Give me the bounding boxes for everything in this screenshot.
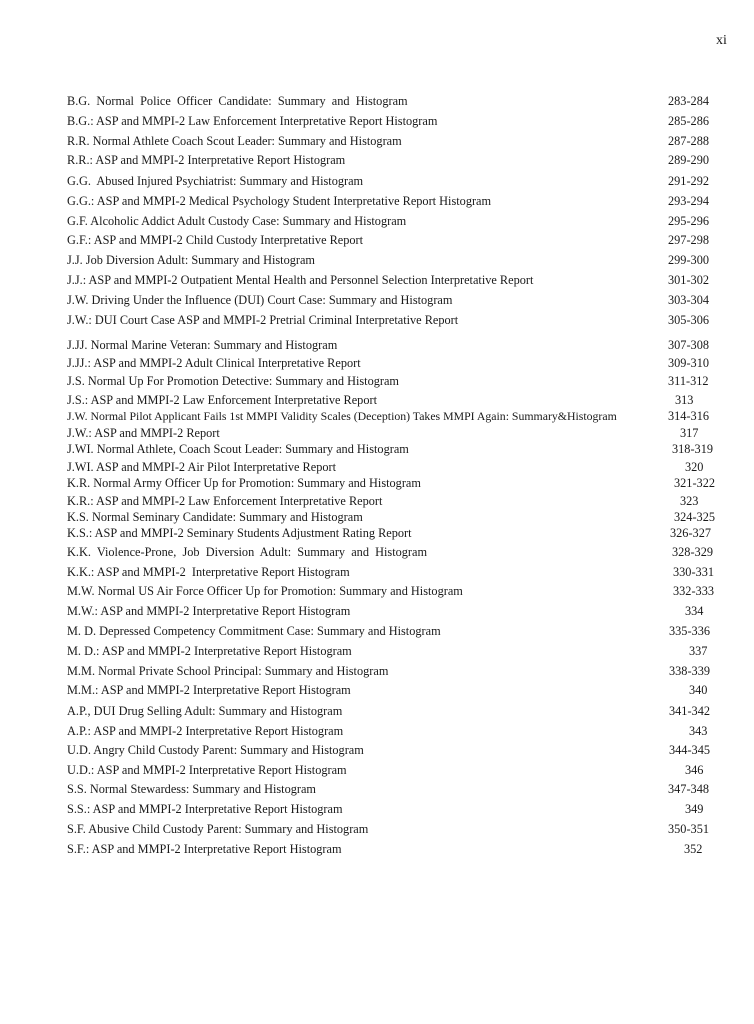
- toc-entry-pages: 347-348: [668, 782, 709, 796]
- toc-entry[interactable]: [0, 271, 754, 289]
- toc-entry-pages: 307-308: [668, 338, 709, 352]
- toc-entry[interactable]: [0, 662, 754, 680]
- toc-entry-pages: 340: [689, 683, 708, 697]
- toc-entry-title: J.WI. Normal Athlete, Coach Scout Leader: Summary and Histogram: [67, 442, 409, 456]
- toc-entry-title: J.W. Driving Under the Influence (DUI) Court Case: Summary and Histogram: [67, 293, 453, 307]
- toc-entry-title: B.G.: ASP and MMPI-2 Law Enforcement Interpretative Report Histogram: [67, 114, 438, 128]
- toc-entry-title: J.S.: ASP and MMPI-2 Law Enforcement Interpretative Report: [67, 393, 377, 407]
- toc-entry-title: R.R.: ASP and MMPI-2 Interpretative Report Histogram: [67, 153, 346, 167]
- toc-entry-pages: 320: [685, 460, 704, 474]
- toc-entry-title: J.J.: ASP and MMPI-2 Outpatient Mental Health and Personnel Selection Interpretative Report: [67, 273, 534, 287]
- toc-entry[interactable]: [0, 172, 754, 190]
- toc-entry-title: B.G. Normal Police Officer Candidate: Summary and Histogram: [67, 94, 408, 108]
- toc-entry-pages: 313: [675, 393, 694, 407]
- toc-entry-title: R.R. Normal Athlete Coach Scout Leader: Summary and Histogram: [67, 134, 402, 148]
- toc-entry-title: J.W. Normal Pilot Applicant Fails 1st MMPI Validity Scales (Deception) Takes MMPI Again: Summary&Histogram: [67, 409, 617, 423]
- toc-entry-title: J.W.: ASP and MMPI-2 Report: [67, 426, 220, 440]
- toc-entry-pages: 330-331: [673, 565, 714, 579]
- toc-entry-title: J.J. Job Diversion Adult: Summary and Histogram: [67, 253, 315, 267]
- toc-entry-pages: 341-342: [669, 704, 710, 718]
- toc-entry-pages: 346: [685, 763, 704, 777]
- toc-entry-title: M.M.: ASP and MMPI-2 Interpretative Report Histogram: [67, 683, 351, 697]
- toc-entry-pages: 285-286: [668, 114, 709, 128]
- toc-entry-pages: 321-322: [674, 476, 715, 490]
- toc-entry-pages: 326-327: [670, 526, 711, 540]
- toc-entry[interactable]: [0, 132, 754, 150]
- toc-entry[interactable]: [0, 407, 754, 425]
- toc-entry[interactable]: [0, 524, 754, 542]
- toc-entry-pages: 343: [689, 724, 708, 738]
- toc-entry[interactable]: [0, 582, 754, 600]
- toc-entry[interactable]: [0, 440, 754, 458]
- toc-entry-pages: 293-294: [668, 194, 709, 208]
- page-number: xi: [716, 33, 727, 48]
- toc-entry-pages: 283-284: [668, 94, 709, 108]
- toc-entry[interactable]: [0, 354, 754, 372]
- toc-entry[interactable]: [0, 192, 754, 210]
- toc-entry-pages: 328-329: [672, 545, 713, 559]
- toc-entry-pages: 309-310: [668, 356, 709, 370]
- toc-entry-title: J.S. Normal Up For Promotion Detective: Summary and Histogram: [67, 374, 399, 388]
- toc-entry-pages: 352: [684, 842, 703, 856]
- toc-entry-title: M.W. Normal US Air Force Officer Up for Promotion: Summary and Histogram: [67, 584, 463, 598]
- toc-entry-title: S.S.: ASP and MMPI-2 Interpretative Report Histogram: [67, 802, 343, 816]
- toc-entry-title: K.R. Normal Army Officer Up for Promotion: Summary and Histogram: [67, 476, 421, 490]
- toc-entry[interactable]: [0, 291, 754, 309]
- toc-entry[interactable]: [0, 702, 754, 720]
- toc-entry-pages: 303-304: [668, 293, 709, 307]
- toc-entry[interactable]: [0, 681, 754, 699]
- toc-entry-pages: 287-288: [668, 134, 709, 148]
- toc-entry-pages: 349: [685, 802, 704, 816]
- toc-entry-title: U.D. Angry Child Custody Parent: Summary and Histogram: [67, 743, 364, 757]
- toc-entry-title: S.F. Abusive Child Custody Parent: Summary and Histogram: [67, 822, 369, 836]
- toc-entry-pages: 297-298: [668, 233, 709, 247]
- toc-entry[interactable]: [0, 622, 754, 640]
- toc-entry[interactable]: [0, 112, 754, 130]
- toc-entry-title: K.R.: ASP and MMPI-2 Law Enforcement Interpretative Report: [67, 494, 383, 508]
- toc-entry-pages: 338-339: [669, 664, 710, 678]
- toc-entry[interactable]: [0, 372, 754, 390]
- toc-entry-title: J.W.: DUI Court Case ASP and MMPI-2 Pretrial Criminal Interpretative Report: [67, 313, 459, 327]
- toc-entry-title: A.P.: ASP and MMPI-2 Interpretative Report Histogram: [67, 724, 344, 738]
- toc-entry[interactable]: [0, 840, 754, 858]
- toc-entry-pages: 323: [680, 494, 699, 508]
- toc-entry-title: G.G.: ASP and MMPI-2 Medical Psychology Student Interpretative Report Histogram: [67, 194, 492, 208]
- toc-entry-pages: 291-292: [668, 174, 709, 188]
- toc-entry-title: S.F.: ASP and MMPI-2 Interpretative Report Histogram: [67, 842, 342, 856]
- toc-entry-title: M. D.: ASP and MMPI-2 Interpretative Report Histogram: [67, 644, 352, 658]
- toc-entry-title: A.P., DUI Drug Selling Adult: Summary and Histogram: [67, 704, 343, 718]
- toc-entry-pages: 337: [689, 644, 708, 658]
- toc-entry-pages: 295-296: [668, 214, 709, 228]
- toc-entry-title: G.F. Alcoholic Addict Adult Custody Case: Summary and Histogram: [67, 214, 407, 228]
- toc-entry[interactable]: [0, 336, 754, 354]
- toc-entry-pages: 305-306: [668, 313, 709, 327]
- toc-entry-title: M.M. Normal Private School Principal: Summary and Histogram: [67, 664, 389, 678]
- toc-entry-pages: 311-312: [668, 374, 709, 388]
- toc-entry[interactable]: [0, 780, 754, 798]
- toc-entry-title: J.WI. ASP and MMPI-2 Air Pilot Interpretative Report: [67, 460, 337, 474]
- toc-entry-title: K.S.: ASP and MMPI-2 Seminary Students Adjustment Rating Report: [67, 526, 412, 540]
- toc-entry-title: M.W.: ASP and MMPI-2 Interpretative Report Histogram: [67, 604, 351, 618]
- toc-entry-pages: 301-302: [668, 273, 709, 287]
- toc-entry[interactable]: [0, 474, 754, 492]
- toc-entry-title: G.F.: ASP and MMPI-2 Child Custody Interpretative Report: [67, 233, 364, 247]
- toc-entry[interactable]: [0, 92, 754, 110]
- toc-entry[interactable]: [0, 251, 754, 269]
- toc-entry[interactable]: [0, 741, 754, 759]
- toc-entry-pages: 314-316: [668, 409, 709, 423]
- toc-entry-pages: 344-345: [669, 743, 710, 757]
- toc-entry-pages: 324-325: [674, 510, 715, 524]
- toc-entry-pages: 335-336: [669, 624, 710, 638]
- toc-entry-title: U.D.: ASP and MMPI-2 Interpretative Report Histogram: [67, 763, 347, 777]
- toc-entry-pages: 289-290: [668, 153, 709, 167]
- toc-entry-pages: 317: [680, 426, 699, 440]
- toc-entry[interactable]: [0, 761, 754, 779]
- toc-entry[interactable]: [0, 642, 754, 660]
- toc-entry[interactable]: [0, 800, 754, 818]
- toc-entry[interactable]: [0, 602, 754, 620]
- toc-entry[interactable]: [0, 722, 754, 740]
- toc-entry[interactable]: [0, 311, 754, 329]
- toc-entry-title: M. D. Depressed Competency Commitment Case: Summary and Histogram: [67, 624, 441, 638]
- toc-entry[interactable]: [0, 151, 754, 169]
- toc-entry-title: S.S. Normal Stewardess: Summary and Histogram: [67, 782, 316, 796]
- toc-entry[interactable]: [0, 231, 754, 249]
- toc-entry-title: K.K.: ASP and MMPI-2 Interpretative Report Histogram: [67, 565, 350, 579]
- toc-entry-title: G.G. Abused Injured Psychiatrist: Summary and Histogram: [67, 174, 364, 188]
- toc-entry-pages: 334: [685, 604, 704, 618]
- toc-entry[interactable]: [0, 820, 754, 838]
- toc-entry-pages: 332-333: [673, 584, 714, 598]
- toc-entry-title: J.JJ.: ASP and MMPI-2 Adult Clinical Interpretative Report: [67, 356, 361, 370]
- toc-entry-pages: 299-300: [668, 253, 709, 267]
- toc-entry-title: J.JJ. Normal Marine Veteran: Summary and Histogram: [67, 338, 338, 352]
- toc-entry[interactable]: [0, 212, 754, 230]
- toc-entry[interactable]: [0, 563, 754, 581]
- toc-entry-pages: 350-351: [668, 822, 709, 836]
- toc-entry-title: K.K. Violence-Prone, Job Diversion Adult: Summary and Histogram: [67, 545, 428, 559]
- toc-entry-title: K.S. Normal Seminary Candidate: Summary and Histogram: [67, 510, 363, 524]
- toc-entry[interactable]: [0, 543, 754, 561]
- toc-entry-pages: 318-319: [672, 442, 713, 456]
